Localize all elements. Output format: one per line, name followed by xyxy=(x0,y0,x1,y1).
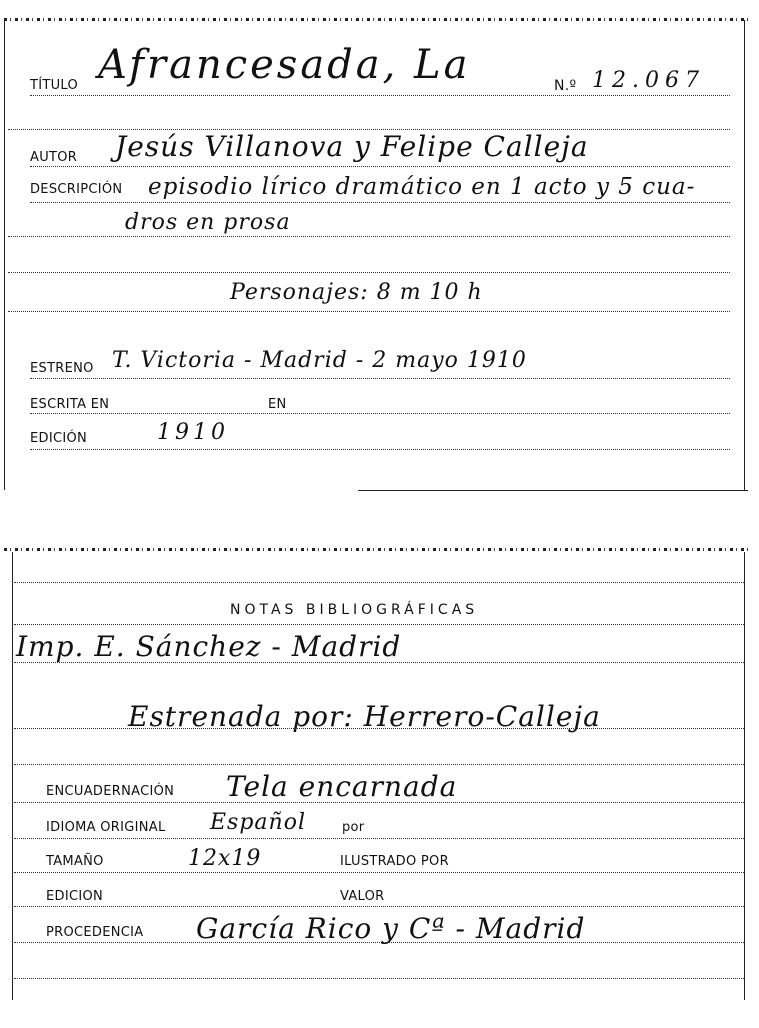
escrita-rule xyxy=(30,413,730,414)
blank-rule-2 xyxy=(8,272,730,273)
descripcion-label: DESCRIPCIÓN xyxy=(30,182,123,197)
numero-value: 12.067 xyxy=(592,68,705,93)
estreno-rule xyxy=(30,378,730,379)
ilustrado-label: ILUSTRADO POR xyxy=(340,854,449,869)
idioma-value: Español xyxy=(210,810,306,835)
idioma-rule xyxy=(14,838,744,839)
descripcion-rule-1 xyxy=(30,202,730,203)
card2-top-rule xyxy=(14,582,744,583)
notas-line2: Estrenada por: Herrero-Calleja xyxy=(128,700,601,733)
encuadernacion-value: Tela encarnada xyxy=(226,770,458,803)
descripcion-rule-2 xyxy=(8,236,730,237)
card-left-edge xyxy=(4,20,5,490)
card-top-edge xyxy=(4,18,749,21)
edicion2-label: EDICION xyxy=(46,889,104,904)
card2-left-edge xyxy=(12,552,13,1000)
descripcion-line2: dros en prosa xyxy=(125,210,291,235)
numero-label: N.º xyxy=(554,78,577,94)
tamano-label: TAMAÑO xyxy=(46,854,104,869)
descripcion-line1: episodio lírico dramático en 1 acto y 5 cua- xyxy=(148,174,696,200)
procedencia-label: PROCEDENCIA xyxy=(46,925,144,940)
idioma-label: IDIOMA ORIGINAL xyxy=(46,820,166,835)
notas-bibliograficas-title: NOTAS BIBLIOGRÁFICAS xyxy=(230,602,479,618)
notas-rule-0 xyxy=(14,624,744,625)
edicion2-rule xyxy=(14,906,744,907)
en-label: EN xyxy=(268,397,287,412)
personajes-rule xyxy=(8,311,730,312)
edicion-label: EDICIÓN xyxy=(30,431,88,446)
titulo-rule xyxy=(30,95,730,96)
edicion-rule xyxy=(30,449,730,450)
estreno-value: T. Victoria - Madrid - 2 mayo 1910 xyxy=(112,348,527,373)
notas-line1: Imp. E. Sánchez - Madrid xyxy=(16,630,402,663)
card-right-edge xyxy=(744,20,745,490)
card2-bottom-rule xyxy=(14,978,744,979)
encuadernacion-label: ENCUADERNACIÓN xyxy=(46,784,175,799)
notas-rule-2 xyxy=(14,728,744,729)
personajes-value: Personajes: 8 m 10 h xyxy=(230,280,483,305)
titulo-label: TÍTULO xyxy=(30,78,79,93)
card-bottom-line xyxy=(358,490,748,491)
valor-label: VALOR xyxy=(340,889,385,904)
autor-label: AUTOR xyxy=(30,150,78,165)
procedencia-rule xyxy=(14,942,744,943)
card2-right-edge xyxy=(744,552,745,1000)
tamano-rule xyxy=(14,872,744,873)
notas-rule-3 xyxy=(14,764,744,765)
autor-rule xyxy=(30,166,730,167)
edicion-value: 1910 xyxy=(157,420,229,445)
autor-value: Jesús Villanova y Felipe Calleja xyxy=(115,130,589,163)
encuadernacion-rule xyxy=(14,802,744,803)
card2-top-edge xyxy=(4,548,749,551)
titulo-value: Afrancesada, La xyxy=(98,42,471,88)
escrita-en-label: ESCRITA EN xyxy=(30,397,110,412)
por-label: por xyxy=(342,820,365,835)
notas-rule-1 xyxy=(14,662,744,663)
procedencia-value: García Rico y Cª - Madrid xyxy=(196,912,586,945)
tamano-value: 12x19 xyxy=(188,846,262,871)
estreno-label: ESTRENO xyxy=(30,361,94,376)
